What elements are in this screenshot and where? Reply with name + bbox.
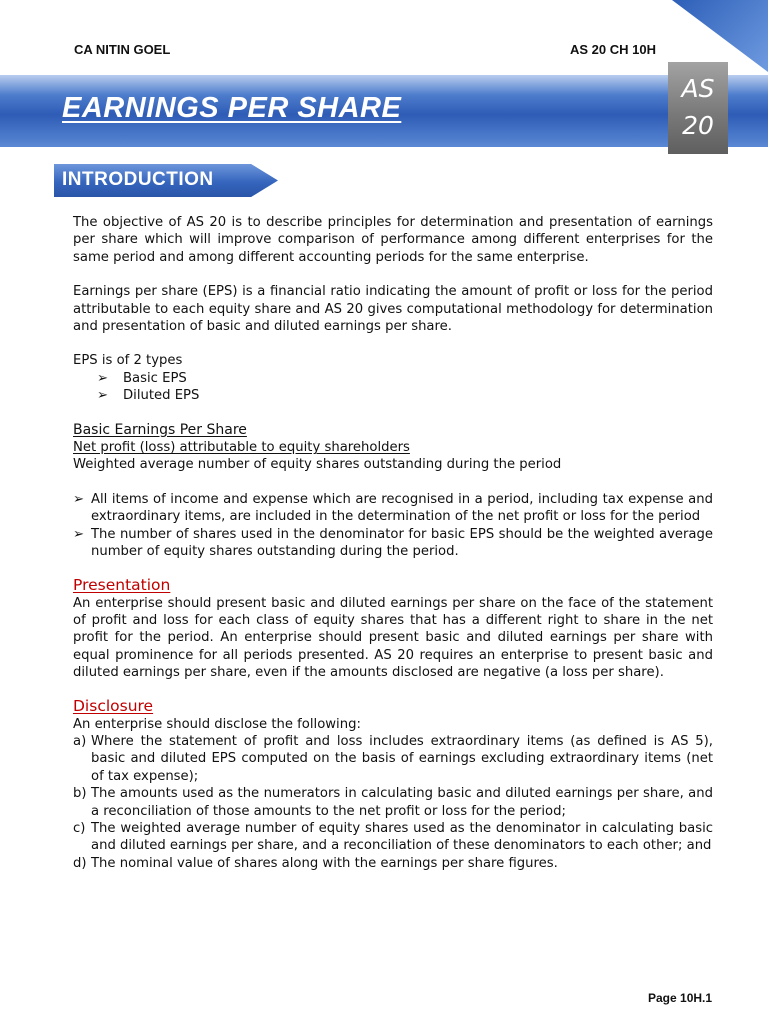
header-chapter: AS 20 CH 10H [570,42,656,57]
list-item: a) Where the statement of profit and loss includes extraordinary items (as defined is AS 5), basic and diluted EPS computed on the basis of earnings excluding extraordinary items (net of tax expense); [73,733,713,784]
badge-line-2: 20 [682,111,714,140]
eps-types-list [73,370,713,405]
arrow-bullet-icon: ➢ [73,526,85,542]
list-item: d) The nominal value of shares along with the earnings per share figures. [73,855,558,871]
intro-paragraph-1: The objective of AS 20 is to describe principles for determination and presentation of earnings per share which will improve comparison of performance among different enterprises for the same period and among different accounting periods for the same enterprise. [73,215,713,265]
list-item: c) The weighted average number of equity shares used as the denominator in calculating basic and diluted earnings per share, and a reconciliation of these denominators to each other; and [73,820,713,854]
list-item: ➢ Diluted EPS [97,388,200,404]
intro-paragraph-2: Earnings per share (EPS) is a financial ratio indicating the amount of profit or loss for the period attributable to each equity share and AS 20 gives computational methodology for determination and presentation of basic and diluted earnings per share. [73,284,713,335]
header-author: CA NITIN GOEL [74,42,171,57]
list-item: ➢ The number of shares used in the denominator for basic EPS should be the weighted average number of equity shares outstanding during the period. [73,526,713,560]
badge-line-1: AS [681,74,715,103]
basic-eps-denominator: Weighted average number of equity shares outstanding during the period [73,457,562,473]
standard-badge [668,62,728,154]
arrow-bullet-icon: ➢ [97,388,109,404]
list-item: b) The amounts used as the numerators in calculating basic and diluted earnings per share, and a reconciliation of those amounts to the net profit or loss for the period; [73,786,713,819]
arrow-bullet-icon: ➢ [73,491,85,507]
list-item: ➢ Basic EPS [97,370,187,386]
disclosure-heading: Disclosure [73,696,154,715]
basic-eps-heading: Basic Earnings Per Share [73,421,247,438]
eps-types-intro: EPS is of 2 types [73,353,183,369]
arrow-bullet-icon: ➢ [97,370,109,386]
page-content [73,214,713,872]
disclosure-intro: An enterprise should disclose the following: [73,716,361,732]
page-title: EARNINGS PER SHARE [62,92,402,124]
page-number: Page 10H.1 [648,991,713,1005]
list-item: ➢ All items of income and expense which are recognised in a period, including tax expense and extraordinary items, are included in the determination of the net profit or loss for the period [73,491,713,525]
presentation-text: An enterprise should present basic and diluted earnings per share on the face of the statement of profit and loss for each class of equity shares that has a different right to share in the net profit for the period. An enterprise should present basic and diluted earnings per share with equal prominence for all periods presented. AS 20 requires an enterprise to present basic and diluted earnings per share, even if the amounts disclosed are negative (a loss per share). [73,595,713,681]
section-heading: INTRODUCTION [62,169,214,190]
basic-eps-numerator: Net profit (loss) attributable to equity shareholders [73,440,410,456]
presentation-heading: Presentation [73,575,171,594]
